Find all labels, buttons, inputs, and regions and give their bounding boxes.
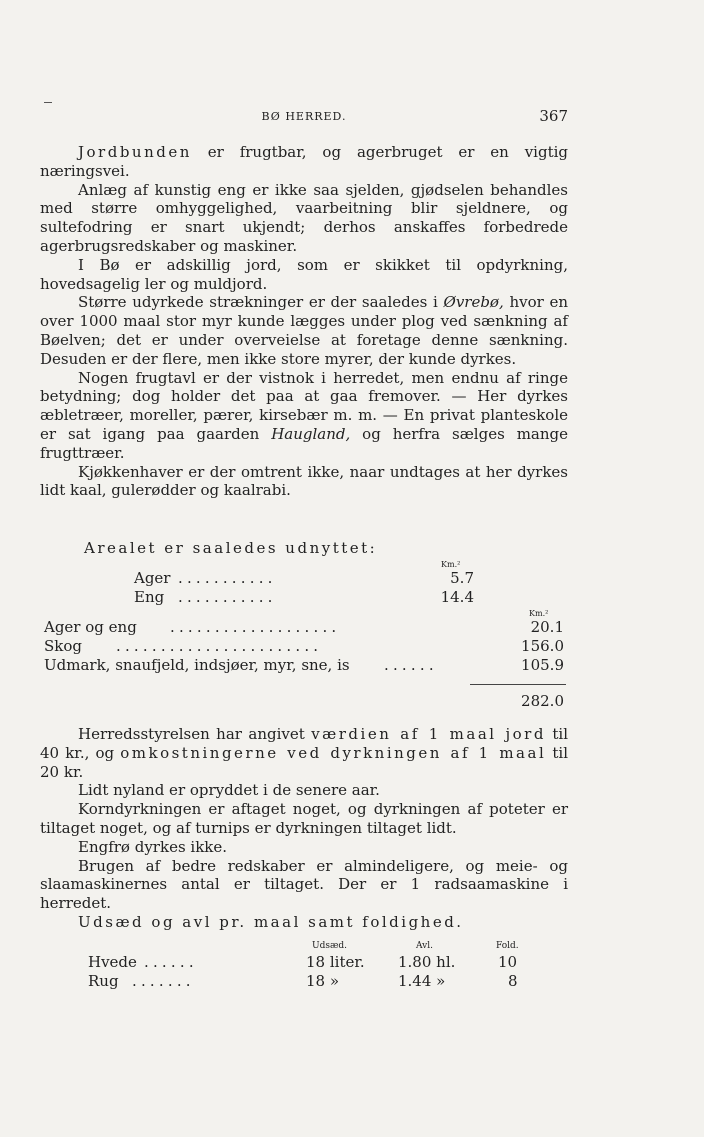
margin-mark <box>44 102 52 103</box>
place-name: Haugland, <box>271 424 351 443</box>
col-header-fold: Fold. <box>496 941 519 951</box>
paragraph-meadow: Anlæg af kunstig eng er ikke saa sjelden, gjødselen behandles med større omhyggelighed, vaarbeitning blir sjeldnere, og sultefodring er snart ukjendt; derhos anskaffes forbedrede agerbrugsredskaber og maskiner. <box>40 180 568 255</box>
col-header-seed: Udsæd. <box>312 941 348 951</box>
spaced-term: Jordbunden <box>78 143 192 161</box>
paragraph-kitchen-gardens: Kjøkkenhaver er der omtrent ikke, naar undtages at her dyrkes lidt kaal, gulerødder og kaalrabi. <box>40 462 568 500</box>
document-page: BØ HERRED. 367 Jordbunden er frugtbar, og agerbruget er en vigtig næringsvei. Anlæg af kunstig eng er ikke saa sjelden, gjødselen behandles med større omhyggelighed, vaarbeitning blir sjeldnere, og sultefodring er snart ukjendt; derhos anskaffes forbedrede agerbrugsredskaber og maskiner. I Bø er adskillig jord, som er skikket til opdyrkning, hovedsagelig ler og muldjord. Større udyrkede strækninger er der saaledes i Øvrebø, hvor en over 1000 maal stor myr kunde lægges under plog ved sænkning af Bøelven; det er under overveielse at foretage denne sænkning. Desuden er der flere, men ikke store myrer, der kunde dyrkes. Nogen frugtavl er der vistnok i herredet, men endnu af ringe betydning; dog holder det paa at gaa fremover. — Her dyrkes æbletræer, moreller, pærer, kirsebær m. m. — En privat planteskole er sat igang paa gaarden Haugland, og herfra sælges mange frugttræer. Kjøkkenhaver er der omtrent ikke, naar undtages at her dyrkes lidt kaal, gulerødder og kaalrabi. Arealet er saaledes udnyttet: Km.² Ager ........... 5.7 Eng ........... 14.4 Km.² Ager og eng ................... 20.1 Skog ....................... 156.0 Udmark, snaufjeld, indsjøer, myr, sne, is ...... 105.9 282.0 Herredsstyrelsen har angivet værdien af 1 maal jord til 40 kr., og omkostningerne ved dyrkningen af 1 maal til 20 kr. Lidt nyland er opryddet i de senere aar. Korndyrkningen er aftaget noget, og dyrkningen af poteter er tiltaget noget, og af turnips er dyrkningen tiltaget lidt. Engfrø dyrkes ikke. Brugen af bedre redskaber er almindeligere, og meie- og slaamaskinernes antal er tiltaget. Der er 1 radsaamaskine i herredet. Udsæd og avl pr. maal samt foldighed. Udsæd. Avl. Fold. Hvede ...... 18 liter. 1.80 hl. 10 Rug ....... 18 » 1.44 » 8 <box>0 0 704 1137</box>
paragraph-grass-seed: Engfrø dyrkes ikke. <box>78 837 228 856</box>
paragraph-value: Herredsstyrelsen har angivet værdien af 1 maal jord til 40 kr., og omkostningerne ved dyrkningen af 1 maal til 20 kr. <box>40 725 569 781</box>
unit-label: Km.² <box>441 560 461 569</box>
unit-label: Km.² <box>529 609 549 618</box>
paragraph-uncultivated: Større udyrkede strækninger er der saaledes i Øvrebø, hvor en over 1000 maal stor myr kunde lægges under plog ved sænkning af Bøelven; det er under overveielse at foretage denne sænkning. Desuden er der flere, men ikke store myrer, der kunde dyrkes. <box>40 293 568 368</box>
sum-rule <box>470 684 566 685</box>
col-header-yield: Avl. <box>416 941 433 951</box>
running-header <box>40 107 568 127</box>
paragraph-grain: Korndyrkningen er aftaget noget, og dyrkningen af poteter er tiltaget noget, og af turnips er dyrkningen tiltaget lidt. <box>40 800 568 837</box>
text-block-bottom <box>40 725 568 932</box>
paragraph-fruit: Nogen frugtavl er der vistnok i herredet, men endnu af ringe betydning; dog holder det paa at gaa fremover. — Her dyrkes æbletræer, moreller, pærer, kirsebær m. m. — En privat planteskole er sat igang paa gaarden Haugland, og herfra sælges mange frugttræer. <box>40 368 568 462</box>
area-heading: Arealet er saaledes udnyttet: <box>84 539 378 557</box>
page-number: 367 <box>539 107 568 125</box>
paragraph-cultivable: I Bø er adskillig jord, som er skikket til opdyrkning, hovedsagelig ler og muldjord. <box>40 255 568 293</box>
paragraph-new-land: Lidt nyland er opryddet i de senere aar. <box>78 781 380 800</box>
paragraph-soil: Jordbunden er frugtbar, og agerbruget er en vigtig næringsvei. <box>40 143 568 180</box>
header-title: BØ HERRED. <box>261 110 347 123</box>
place-name: Øvrebø, <box>443 293 504 312</box>
paragraph-tools: Brugen af bedre redskaber er almindeligere, og meie- og slaamaskinernes antal er tiltaget. Der er 1 radsaamaskine i herredet. <box>40 856 568 913</box>
text-block-top <box>40 143 568 500</box>
crops-heading: Udsæd og avl pr. maal samt foldighed. <box>78 912 464 931</box>
